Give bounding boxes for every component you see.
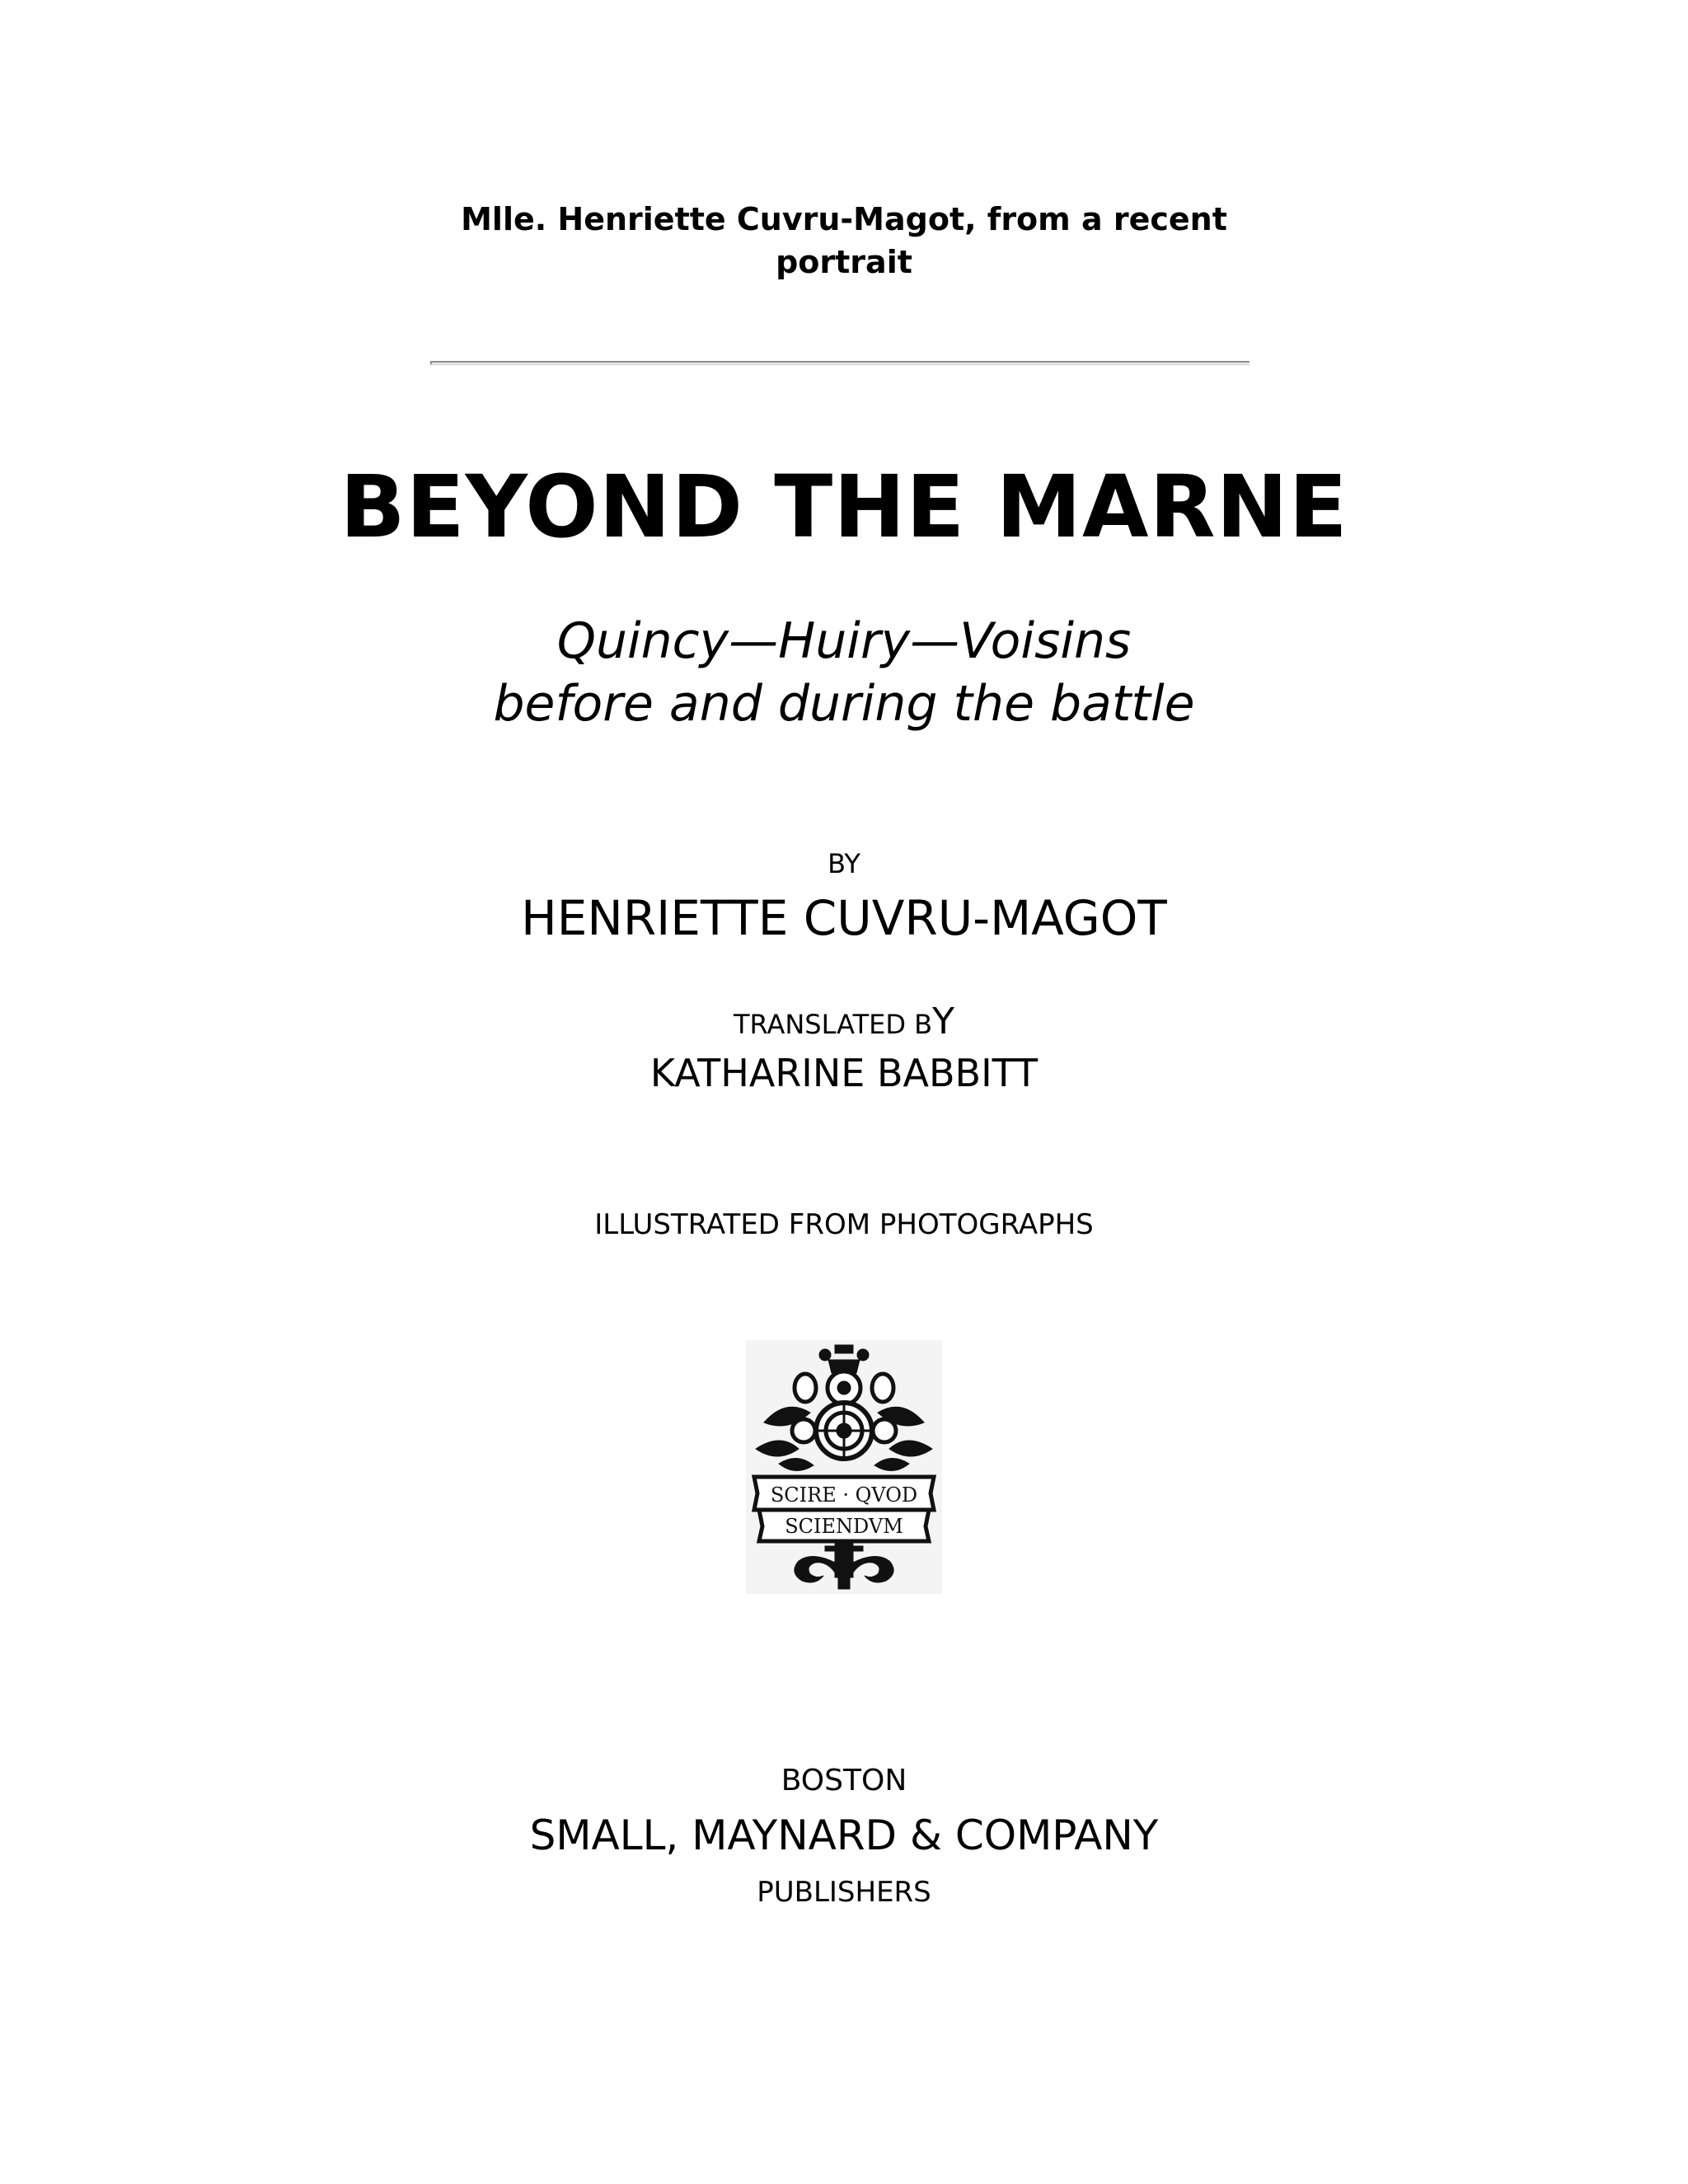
- caption-line-2: portrait: [776, 244, 912, 280]
- horizontal-rule: [430, 361, 1250, 365]
- publisher-name: SMALL, MAYNARD & COMPANY: [529, 1811, 1159, 1859]
- book-title: BEYOND THE MARNE: [340, 457, 1348, 557]
- author-name: HENRIETTE CUVRU-MAGOT: [521, 890, 1167, 946]
- caption-line-1: Mlle. Henriette Cuvru-Magot, from a recent: [461, 201, 1227, 237]
- emblem-motto-line-2: SCIENDVM: [785, 1515, 903, 1538]
- subtitle-line-1: Quincy—Huiry—Voisins: [556, 612, 1132, 670]
- publishers-label: PUBLISHERS: [757, 1876, 931, 1909]
- publication-place: BOSTON: [781, 1764, 907, 1797]
- emblem-motto-line-1: SCIRE · QVOD: [770, 1483, 918, 1507]
- subtitle-line-2: before and during the battle: [493, 675, 1195, 733]
- translated-by-label: [0, 997, 1688, 1049]
- translated-label-last: Y: [932, 1001, 954, 1043]
- illustrated-note: ILLUSTRATED FROM PHOTOGRAPHS: [594, 1208, 1094, 1241]
- publisher-emblem-icon: [746, 1340, 942, 1594]
- by-label: BY: [828, 848, 860, 879]
- translator-name: KATHARINE BABBITT: [649, 1051, 1039, 1095]
- book-subtitle: [0, 610, 1688, 735]
- translated-label-main: TRANSLATED B: [733, 1009, 933, 1040]
- frontispiece-caption: [0, 198, 1688, 284]
